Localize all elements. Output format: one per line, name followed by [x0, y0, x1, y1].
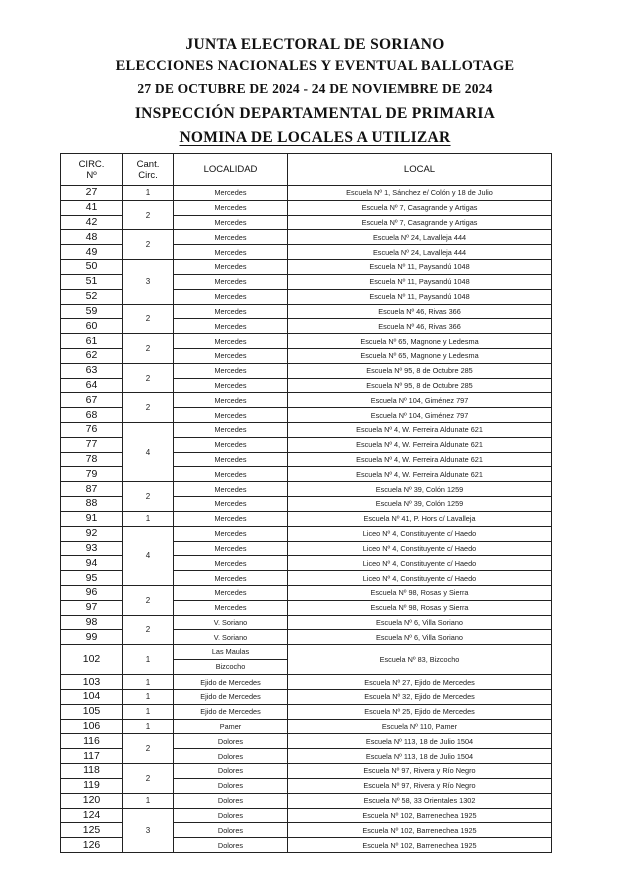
cant-circ-cell: 3 [123, 808, 174, 852]
localidad-cell: Mercedes [174, 482, 288, 497]
localidad-cell: Ejido de Mercedes [174, 704, 288, 719]
local-cell: Escuela Nº 113, 18 de Julio 1504 [288, 749, 552, 764]
cant-circ-cell: 2 [123, 363, 174, 393]
local-cell: Escuela Nº 110, Pamer [288, 719, 552, 734]
circ-cell: 59 [61, 304, 123, 319]
circ-cell: 27 [61, 186, 123, 201]
circ-cell: 88 [61, 497, 123, 512]
local-cell: Escuela Nº 7, Casagrande y Artigas [288, 215, 552, 230]
localidad-cell: Mercedes [174, 408, 288, 423]
localidad-cell: Mercedes [174, 511, 288, 526]
localidad-cell: Mercedes [174, 556, 288, 571]
local-cell: Escuela Nº 65, Magnone y Ledesma [288, 348, 552, 363]
local-cell: Escuela Nº 104, Giménez 797 [288, 393, 552, 408]
circ-cell: 79 [61, 467, 123, 482]
circ-cell: 99 [61, 630, 123, 645]
cant-circ-cell: 1 [123, 719, 174, 734]
local-cell: Liceo Nº 4, Constituyente c/ Haedo [288, 556, 552, 571]
circ-cell: 104 [61, 690, 123, 705]
table-row [61, 690, 552, 705]
cant-circ-cell: 2 [123, 734, 174, 764]
col-header-circ-line1: CIRC. [78, 158, 105, 170]
circ-cell: 117 [61, 749, 123, 764]
table-row [61, 704, 552, 719]
col-header-circ-line2: Nº [86, 169, 97, 181]
localidad-cell: Ejido de Mercedes [174, 675, 288, 690]
table-row [61, 334, 552, 349]
circ-cell: 63 [61, 363, 123, 378]
local-cell: Escuela Nº 102, Barrenechea 1925 [288, 808, 552, 823]
table-row [61, 585, 552, 600]
local-cell: Escuela Nº 95, 8 de Octubre 285 [288, 363, 552, 378]
local-cell: Escuela Nº 97, Rivera y Río Negro [288, 764, 552, 779]
circ-cell: 52 [61, 289, 123, 304]
localidad-cell: Mercedes [174, 319, 288, 334]
cant-circ-cell: 2 [123, 615, 174, 645]
local-cell: Escuela Nº 97, Rivera y Río Negro [288, 778, 552, 793]
local-cell: Liceo Nº 4, Constituyente c/ Haedo [288, 541, 552, 556]
cant-circ-cell: 1 [123, 675, 174, 690]
local-cell: Escuela Nº 39, Colón 1259 [288, 497, 552, 512]
table-row [61, 808, 552, 823]
table-row [61, 304, 552, 319]
local-cell: Escuela Nº 46, Rivas 366 [288, 319, 552, 334]
table-row [61, 482, 552, 497]
localidad-cell: Mercedes [174, 334, 288, 349]
table-row [61, 423, 552, 438]
localidad-cell: Dolores [174, 823, 288, 838]
circ-cell: 98 [61, 615, 123, 630]
localidad-line1: Las Maulas [211, 647, 250, 657]
cant-circ-cell: 2 [123, 230, 174, 260]
local-cell: Escuela Nº 27, Ejido de Mercedes [288, 675, 552, 690]
table-body [61, 186, 552, 853]
local-cell: Escuela Nº 4, W. Ferreira Aldunate 621 [288, 437, 552, 452]
localidad-cell: Mercedes [174, 363, 288, 378]
local-cell: Escuela Nº 25, Ejido de Mercedes [288, 704, 552, 719]
local-cell: Escuela Nº 4, W. Ferreira Aldunate 621 [288, 423, 552, 438]
localidad-cell: Mercedes [174, 260, 288, 275]
table-row [61, 615, 552, 630]
localidad-cell: Mercedes [174, 378, 288, 393]
table-header-row [61, 154, 552, 186]
localidad-cell: Dolores [174, 764, 288, 779]
local-cell: Escuela Nº 58, 33 Orientales 1302 [288, 793, 552, 808]
localidad-cell: Mercedes [174, 230, 288, 245]
table-row [61, 793, 552, 808]
cant-circ-cell: 1 [123, 690, 174, 705]
circ-cell: 96 [61, 585, 123, 600]
table-row [61, 719, 552, 734]
local-cell: Escuela Nº 113, 18 de Julio 1504 [288, 734, 552, 749]
local-cell: Escuela Nº 98, Rosas y Sierra [288, 600, 552, 615]
localidad-cell: Dolores [174, 778, 288, 793]
circ-cell: 116 [61, 734, 123, 749]
local-cell: Escuela Nº 11, Paysandú 1048 [288, 260, 552, 275]
cant-circ-cell: 2 [123, 393, 174, 423]
col-header-cant-line2: Circ. [138, 169, 158, 181]
local-cell: Escuela Nº 95, 8 de Octubre 285 [288, 378, 552, 393]
header-dates: 27 DE OCTUBRE DE 2024 - 24 DE NOVIEMBRE DE 2024 [137, 81, 493, 96]
cant-circ-cell: 3 [123, 260, 174, 304]
header-list-title: NOMINA DE LOCALES A UTILIZAR [179, 129, 451, 146]
local-cell: Escuela Nº 4, W. Ferreira Aldunate 621 [288, 467, 552, 482]
cant-circ-cell: 2 [123, 334, 174, 364]
cant-circ-cell: 2 [123, 585, 174, 615]
table-row [61, 734, 552, 749]
circ-cell: 76 [61, 423, 123, 438]
cant-circ-cell: 1 [123, 511, 174, 526]
table-row [61, 764, 552, 779]
table-row [61, 363, 552, 378]
table-row [61, 526, 552, 541]
local-cell: Escuela Nº 7, Casagrande y Artigas [288, 200, 552, 215]
circ-cell: 92 [61, 526, 123, 541]
circ-cell: 124 [61, 808, 123, 823]
header-inspection: INSPECCIÓN DEPARTAMENTAL DE PRIMARIA [134, 105, 496, 122]
circ-cell: 42 [61, 215, 123, 230]
local-cell: Escuela Nº 41, P. Hors c/ Lavalleja [288, 511, 552, 526]
header-title: JUNTA ELECTORAL DE SORIANO [185, 36, 445, 53]
circ-cell: 49 [61, 245, 123, 260]
table-row [61, 645, 552, 675]
circ-cell: 95 [61, 571, 123, 586]
localidad-cell: Mercedes [174, 526, 288, 541]
localidad-cell: Dolores [174, 793, 288, 808]
table-row [61, 675, 552, 690]
circ-cell: 125 [61, 823, 123, 838]
cant-circ-cell: 2 [123, 304, 174, 334]
local-cell: Liceo Nº 4, Constituyente c/ Haedo [288, 526, 552, 541]
circ-cell: 41 [61, 200, 123, 215]
circ-cell: 61 [61, 334, 123, 349]
local-cell: Escuela Nº 98, Rosas y Sierra [288, 585, 552, 600]
localidad-cell: Mercedes [174, 585, 288, 600]
localidad-cell: Mercedes [174, 541, 288, 556]
local-cell: Escuela Nº 4, W. Ferreira Aldunate 621 [288, 452, 552, 467]
table-row [61, 230, 552, 245]
circ-cell: 105 [61, 704, 123, 719]
circ-cell: 120 [61, 793, 123, 808]
localidad-cell: Mercedes [174, 393, 288, 408]
table-row [61, 511, 552, 526]
circ-cell: 118 [61, 764, 123, 779]
localidad-cell: Mercedes [174, 497, 288, 512]
col-header-circ [61, 154, 123, 186]
localidad-cell: Mercedes [174, 289, 288, 304]
local-cell: Escuela Nº 46, Rivas 366 [288, 304, 552, 319]
table-row [61, 186, 552, 201]
circ-cell: 77 [61, 437, 123, 452]
local-cell: Escuela Nº 11, Paysandú 1048 [288, 274, 552, 289]
localidad-cell: Ejido de Mercedes [174, 690, 288, 705]
local-cell: Liceo Nº 4, Constituyente c/ Haedo [288, 571, 552, 586]
cant-circ-cell: 2 [123, 200, 174, 230]
circ-cell: 64 [61, 378, 123, 393]
localidad-cell: Mercedes [174, 304, 288, 319]
cant-circ-cell: 4 [123, 423, 174, 482]
localidad-cell: Mercedes [174, 245, 288, 260]
localidad-cell: Mercedes [174, 437, 288, 452]
localidad-cell: Mercedes [174, 200, 288, 215]
local-cell: Escuela Nº 65, Magnone y Ledesma [288, 334, 552, 349]
col-header-cant [123, 154, 174, 186]
circ-cell: 97 [61, 600, 123, 615]
localidad-cell: Mercedes [174, 274, 288, 289]
cant-circ-cell: 4 [123, 526, 174, 585]
local-cell: Escuela Nº 32, Ejido de Mercedes [288, 690, 552, 705]
local-cell: Escuela Nº 6, Villa Soriano [288, 615, 552, 630]
cant-circ-cell: 1 [123, 704, 174, 719]
localidad-cell: Mercedes [174, 423, 288, 438]
col-header-localidad: LOCALIDAD [174, 154, 288, 186]
cant-circ-cell: 2 [123, 482, 174, 512]
table-row [61, 200, 552, 215]
localidad-cell: Mercedes [174, 186, 288, 201]
circ-cell: 106 [61, 719, 123, 734]
localidad-cell: Mercedes [174, 452, 288, 467]
cant-circ-cell: 1 [123, 645, 174, 675]
local-cell: Escuela Nº 102, Barrenechea 1925 [288, 838, 552, 853]
localidad-cell: V. Soriano [174, 615, 288, 630]
header-election: ELECCIONES NACIONALES Y EVENTUAL BALLOTAGE [115, 58, 515, 74]
localidad-cell: Mercedes [174, 600, 288, 615]
localidad-cell: Dolores [174, 734, 288, 749]
localidad-cell: Dolores [174, 749, 288, 764]
circ-cell: 48 [61, 230, 123, 245]
local-cell: Escuela Nº 104, Giménez 797 [288, 408, 552, 423]
col-header-cant-line1: Cant. [136, 158, 160, 170]
col-header-local: LOCAL [288, 154, 552, 186]
localidad-cell: Mercedes [174, 571, 288, 586]
local-cell: Escuela Nº 1, Sánchez e/ Colón y 18 de Julio [288, 186, 552, 201]
circ-cell: 119 [61, 778, 123, 793]
localidad-cell: V. Soriano [174, 630, 288, 645]
cant-circ-cell: 2 [123, 764, 174, 794]
local-cell: Escuela Nº 102, Barrenechea 1925 [288, 823, 552, 838]
circ-cell: 94 [61, 556, 123, 571]
circ-cell: 126 [61, 838, 123, 853]
circ-cell: 103 [61, 675, 123, 690]
circ-cell: 62 [61, 348, 123, 363]
localidad-cell: Dolores [174, 808, 288, 823]
localidad-cell: Mercedes [174, 215, 288, 230]
local-cell: Escuela Nº 39, Colón 1259 [288, 482, 552, 497]
localidad-cell: Dolores [174, 838, 288, 853]
circ-cell: 51 [61, 274, 123, 289]
circ-cell: 78 [61, 452, 123, 467]
table-row [61, 393, 552, 408]
local-cell: Escuela Nº 11, Paysandú 1048 [288, 289, 552, 304]
circ-cell: 87 [61, 482, 123, 497]
circ-cell: 93 [61, 541, 123, 556]
circ-cell: 67 [61, 393, 123, 408]
local-cell: Escuela Nº 83, Bizcocho [288, 645, 552, 675]
locales-table [60, 153, 552, 853]
local-cell: Escuela Nº 6, Villa Soriano [288, 630, 552, 645]
cant-circ-cell: 1 [123, 793, 174, 808]
circ-cell: 91 [61, 511, 123, 526]
circ-cell: 50 [61, 260, 123, 275]
cant-circ-cell: 1 [123, 186, 174, 201]
localidad-cell: Mercedes [174, 467, 288, 482]
localidad-cell: Pamer [174, 719, 288, 734]
table-row [61, 260, 552, 275]
circ-cell: 60 [61, 319, 123, 334]
circ-cell: 102 [61, 645, 123, 675]
localidad-line2: Bizcocho [174, 659, 287, 674]
local-cell: Escuela Nº 24, Lavalleja 444 [288, 230, 552, 245]
localidad-cell [174, 645, 288, 675]
local-cell: Escuela Nº 24, Lavalleja 444 [288, 245, 552, 260]
localidad-cell: Mercedes [174, 348, 288, 363]
circ-cell: 68 [61, 408, 123, 423]
